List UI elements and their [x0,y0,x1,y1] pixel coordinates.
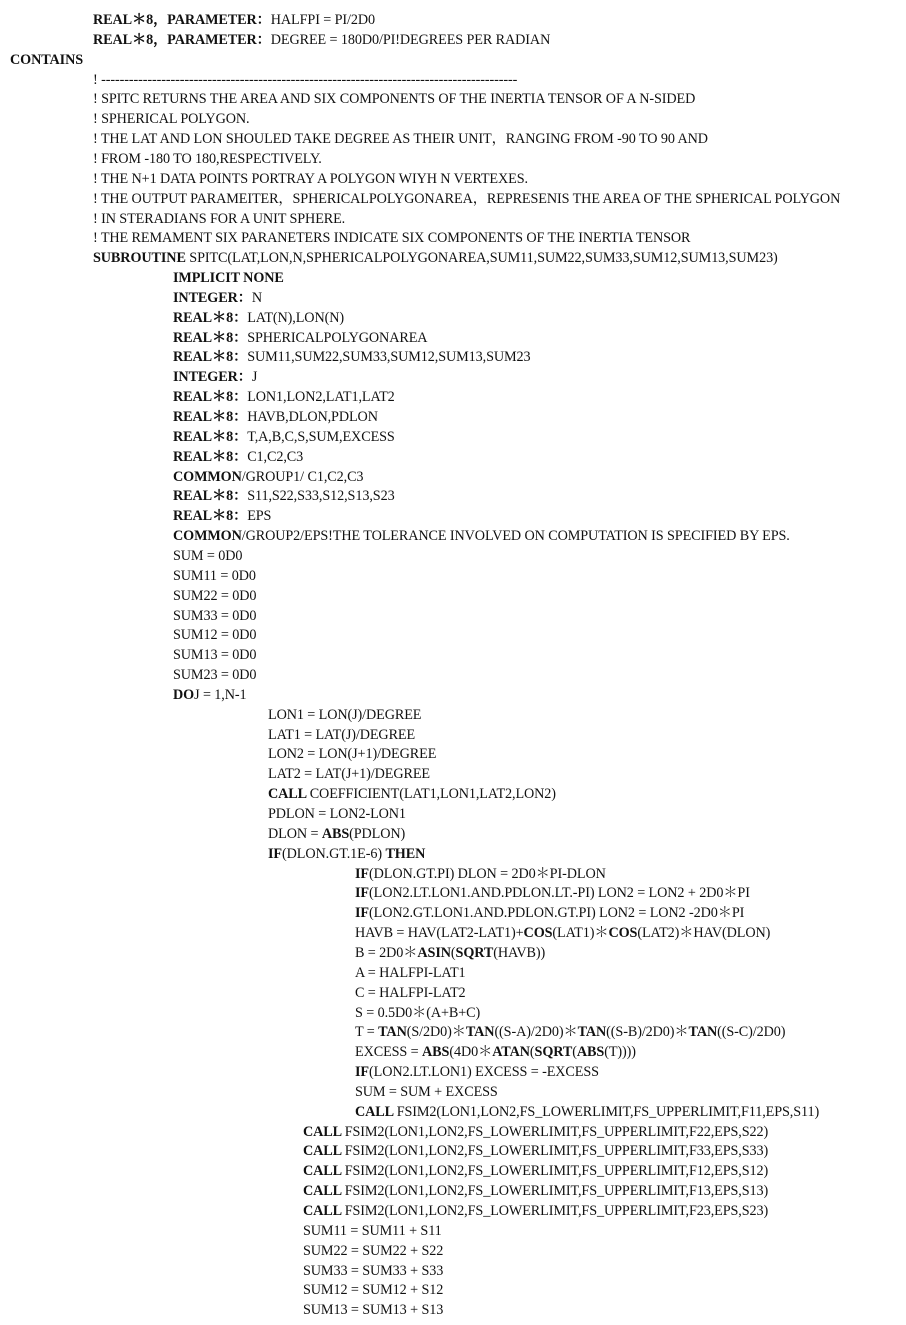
code-keyword: REAL＊8，PARAMETER： [93,12,271,28]
code-text: LON1,LON2,LAT1,LAT2 [247,389,395,406]
code-line [173,407,378,427]
code-keyword: IF [355,905,369,922]
code-text: FSIM2(LON1,LON2,FS_LOWERLIMIT,FS_UPPERLIMIT,F12,EPS,S12) [344,1163,769,1180]
code-line [303,1261,443,1281]
code-keyword: COMMON [173,528,242,545]
code-text: LAT2 = LAT(J+1)/DEGREE [268,766,430,783]
code-line [173,447,303,467]
code-keyword: IF [268,845,282,862]
code-text: DLON = [268,825,322,842]
code-text: (DLON.GT.1E-6) [282,845,386,862]
code-text: LON2 = LON(J+1)/DEGREE [268,746,437,763]
code-line [93,10,375,30]
code-line [303,1181,768,1201]
code-keyword: CALL [303,1123,345,1140]
code-line [93,89,695,109]
code-keyword: TAN [577,1024,607,1041]
code-text: S = 0.5D0＊(A+B+C) [355,1004,481,1021]
code-line [355,983,466,1003]
code-line [93,228,690,248]
code-text: SUM11 = 0D0 [173,567,256,584]
code-keyword: ABS [422,1044,450,1061]
code-text: SUM33 = 0D0 [173,607,257,624]
code-text: LAT(N),LON(N) [247,309,344,326]
code-line [173,328,427,348]
code-line [173,268,284,288]
code-text: ((S-C)/2D0) [717,1024,786,1041]
code-keyword: SQRT [455,944,494,961]
code-keyword: REAL＊8： [173,309,248,326]
code-text: SPHERICALPOLYGONAREA [247,329,428,346]
code-keyword: THEN [385,845,426,862]
code-text: (LAT2)＊HAV(DLON) [637,925,771,942]
code-keyword: COS [608,925,638,942]
code-text: ( [450,944,456,961]
code-text: J [251,369,258,386]
code-line [355,923,770,943]
code-text: COEFFICIENT(LAT1,LON1,LAT2,LON2) [309,786,556,803]
code-text: ! THE OUTPUT PARAMEITER，SPHERICALPOLYGONAREA，REPRESENIS THE AREA OF THE SPHERICAL POLYGON [93,190,841,207]
code-text: SUM = SUM + EXCESS [355,1083,498,1100]
code-text: (HAVB)) [493,944,546,961]
code-line [268,804,406,824]
code-line [173,546,242,566]
code-text: C1,C2,C3 [247,448,304,465]
code-line [303,1201,768,1221]
code-keyword: IF [355,865,369,882]
code-text: ! SPHERICAL POLYGON. [93,111,250,128]
code-text: (LON2.LT.LON1) EXCESS = -EXCESS [369,1064,599,1081]
code-text: SUM12 = 0D0 [173,627,257,644]
code-text: ! SPITC RETURNS THE AREA AND SIX COMPONENTS OF THE INERTIA TENSOR OF A N-SIDED [93,91,696,108]
code-keyword: ABS [321,825,350,842]
code-line [355,1082,498,1102]
code-keyword: INTEGER： [173,289,252,306]
code-keyword: REAL＊8，PARAMETER： [93,31,271,48]
code-text: (4D0＊ [449,1044,493,1061]
code-text: ( [572,1044,577,1061]
code-text: SUM33 = SUM33 + S33 [303,1262,444,1279]
code-text: (LAT1)＊ [552,925,609,942]
code-line [355,1022,785,1042]
code-line [355,963,466,983]
code-keyword: CALL [303,1163,345,1180]
code-text: FSIM2(LON1,LON2,FS_LOWERLIMIT,FS_UPPERLIMIT,F13,EPS,S13) [344,1183,769,1200]
code-keyword: REAL＊8： [173,409,248,425]
code-line [173,506,271,526]
code-keyword: COS [523,925,553,942]
code-keyword: ATAN [492,1044,530,1061]
code-text: ((S-B)/2D0)＊ [606,1024,689,1041]
code-keyword: IF [355,885,369,902]
code-line [173,467,363,487]
code-text: A = HALFPI-LAT1 [355,964,466,981]
code-text: LON1 = LON(J)/DEGREE [268,706,422,723]
code-line [268,784,556,804]
code-line [268,744,436,764]
code-text: ! THE REMAMENT SIX PARANETERS INDICATE SIX COMPONENTS OF THE INERTIA TENSOR [93,230,691,247]
code-keyword: REAL＊8： [173,508,248,525]
code-text: PDLON = LON2-LON1 [268,806,406,822]
code-keyword: IMPLICIT NONE [173,270,284,287]
code-line [173,367,257,387]
code-line [268,764,430,784]
code-line [93,109,249,129]
code-line [10,50,83,70]
code-text: SUM23 = 0D0 [173,667,257,684]
code-keyword: REAL＊8： [173,349,248,366]
code-line [303,1300,443,1320]
code-keyword: REAL＊8： [173,428,248,445]
code-text: ( [529,1044,535,1061]
code-line [93,248,778,268]
code-text: FSIM2(LON1,LON2,FS_LOWERLIMIT,FS_UPPERLIMIT,F22,EPS,S22) [344,1123,769,1140]
code-keyword: SUBROUTINE [93,250,190,267]
code-keyword: TAN [378,1024,407,1041]
code-line [173,645,256,665]
code-line [173,625,256,645]
code-text: HALFPI = PI/2D0 [270,12,375,28]
code-text: SUM22 = SUM22 + S22 [303,1242,444,1259]
code-line [173,387,395,407]
code-text: LAT1 = LAT(J)/DEGREE [268,726,416,743]
code-line [93,169,528,189]
code-line [268,725,415,745]
code-line [355,1102,819,1122]
code-line [268,705,421,725]
code-line [93,70,517,90]
code-text: FSIM2(LON1,LON2,FS_LOWERLIMIT,FS_UPPERLIMIT,F33,EPS,S33) [344,1143,769,1160]
code-text: SUM = 0D0 [173,547,243,564]
code-text: ! FROM -180 TO 180,RESPECTIVELY. [93,150,322,167]
code-keyword: IF [355,1064,369,1081]
code-keyword: REAL＊8： [173,329,248,346]
code-keyword: REAL＊8： [173,488,248,505]
code-keyword: TAN [465,1024,495,1041]
code-line [355,1003,480,1023]
code-keyword: SQRT [534,1044,573,1061]
code-text: (LON2.GT.LON1.AND.PDLON.GT.PI) LON2 = LON2 -2D0＊PI [369,905,745,922]
code-line [268,824,405,844]
code-line [173,586,256,606]
code-text: (LON2.LT.LON1.AND.PDLON.LT.-PI) LON2 = LON2 + 2D0＊PI [369,885,750,902]
code-line [173,606,256,626]
code-text: SUM11,SUM22,SUM33,SUM12,SUM13,SUM23 [247,349,531,366]
code-text: SPITC(LAT,LON,N,SPHERICALPOLYGONAREA,SUM11,SUM22,SUM33,SUM12,SUM13,SUM23) [189,250,778,267]
code-text: T,A,B,C,S,SUM,EXCESS [247,428,395,445]
code-keyword: REAL＊8： [173,448,248,465]
code-line [93,149,322,169]
code-line [173,486,395,506]
code-keyword: CALL [355,1103,397,1120]
code-text: DEGREE = 180D0/PI!DEGREES PER RADIAN [270,31,551,48]
code-keyword: INTEGER： [173,369,252,386]
code-text: EPS [247,508,272,525]
code-text: C = HALFPI-LAT2 [355,984,466,1001]
code-line [268,844,425,864]
code-keyword: TAN [688,1024,718,1041]
code-text: (T)))) [604,1044,636,1061]
code-line [93,129,708,149]
code-text: ! IN STERADIANS FOR A UNIT SPHERE. [93,210,346,227]
code-keyword: CALL [268,786,310,803]
code-line [355,1042,636,1062]
code-keyword: CALL [303,1143,345,1160]
code-line [303,1280,443,1300]
code-text: N [251,289,262,306]
code-text: ((S-A)/2D0)＊ [494,1024,578,1041]
code-text: J = 1,N-1 [194,686,247,703]
code-line [93,189,840,209]
code-line [93,209,345,229]
code-keyword: ABS [576,1044,605,1061]
code-text: (DLON.GT.PI) DLON = 2D0＊PI-DLON [369,865,606,882]
code-line [173,566,256,586]
code-text: FSIM2(LON1,LON2,FS_LOWERLIMIT,FS_UPPERLIMIT,F23,EPS,S23) [344,1203,769,1219]
code-line [303,1161,768,1181]
code-line [93,30,550,50]
code-text: ! THE LAT AND LON SHOULED TAKE DEGREE AS THEIR UNIT，RANGING FROM -90 TO 90 AND [93,131,708,148]
code-line [173,347,531,367]
code-line [173,685,247,705]
code-line [173,526,790,546]
code-keyword: CALL [303,1203,345,1219]
code-text: SUM22 = 0D0 [173,587,257,604]
code-text: HAVB = HAV(LAT2-LAT1)+ [355,925,524,942]
code-line [173,288,262,308]
code-keyword: ASIN [417,944,451,961]
code-line [303,1141,768,1161]
code-line [303,1122,768,1142]
code-text: (S/2D0)＊ [406,1024,466,1041]
code-text: FSIM2(LON1,LON2,FS_LOWERLIMIT,FS_UPPERLIMIT,F11,EPS,S11) [396,1103,820,1120]
code-text: /GROUP1/ C1,C2,C3 [241,468,364,485]
code-text: HAVB,DLON,PDLON [247,409,378,425]
code-text: ! THE N+1 DATA POINTS PORTRAY A POLYGON WIYH N VERTEXES. [93,170,528,187]
code-line [303,1221,442,1241]
code-text: /GROUP2/EPS!THE TOLERANCE INVOLVED ON COMPUTATION IS SPECIFIED BY EPS. [241,528,790,545]
code-text: T = [355,1024,379,1041]
code-line [303,1241,443,1261]
code-line [355,903,744,923]
code-text: ! ------------------------------------------------------------------------------------------ [93,71,518,88]
code-text: B = 2D0＊ [355,944,418,961]
code-keyword: COMMON [173,468,242,485]
code-text: SUM12 = SUM12 + S12 [303,1282,444,1299]
code-line [355,943,545,963]
code-line [173,427,395,447]
code-text: EXCESS = [355,1044,423,1061]
code-text: (PDLON) [349,825,406,842]
code-line [355,1062,599,1082]
code-text: S11,S22,S33,S12,S13,S23 [247,488,395,505]
code-line [355,864,606,884]
code-line [173,308,344,328]
code-line [355,883,750,903]
code-text: SUM13 = 0D0 [173,647,257,664]
code-text: SUM13 = SUM13 + S13 [303,1302,444,1319]
code-text: SUM11 = SUM11 + S11 [303,1222,442,1239]
code-keyword: CALL [303,1183,345,1200]
code-keyword: CONTAINS [10,51,84,68]
code-keyword: REAL＊8： [173,389,248,406]
code-line [173,665,256,685]
code-keyword: DO [173,686,195,703]
